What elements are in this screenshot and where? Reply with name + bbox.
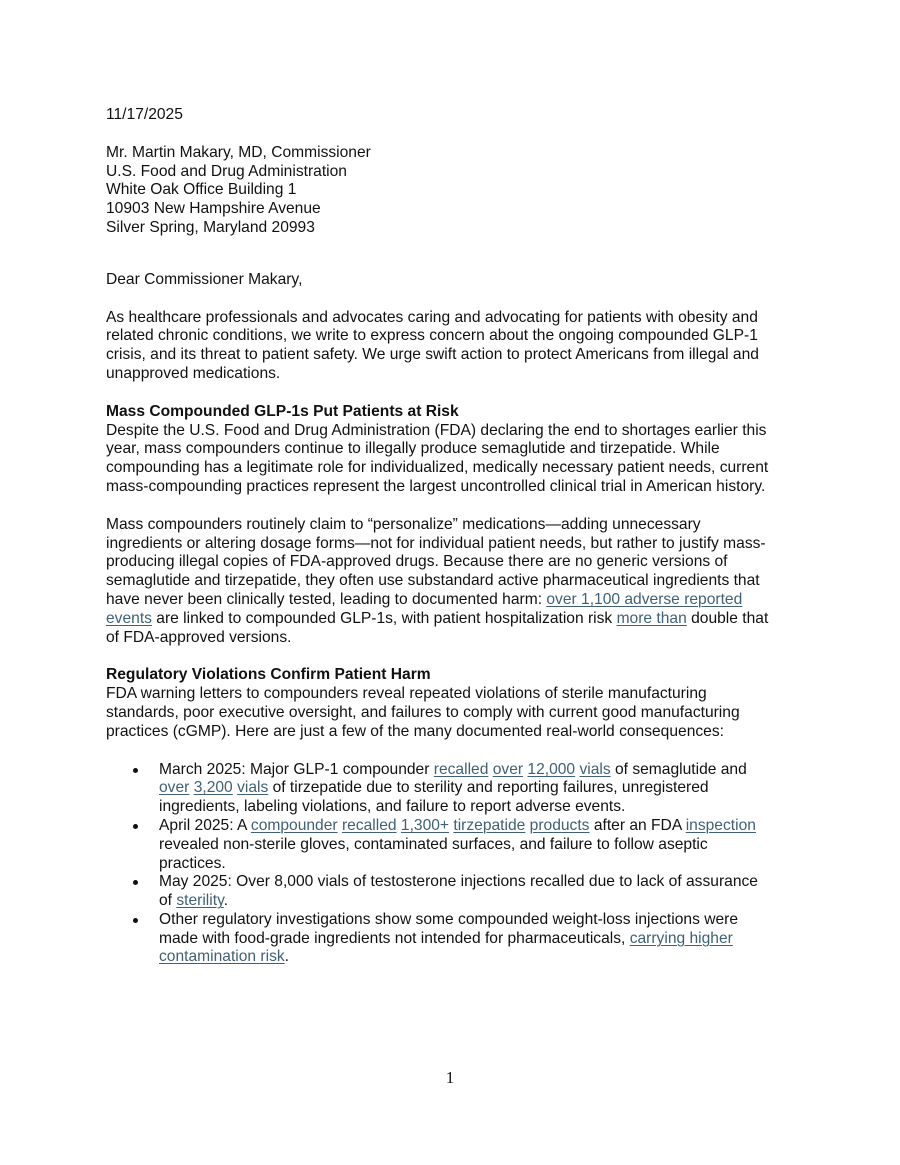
section1-paragraph2: Mass compounders routinely claim to “personalize” medications—adding unnecessary ingredients or altering dosage forms—not for individual patient needs, but rather to justify mass- producing illegal copies of FDA-approved drugs. Because there are no generic versions of semaglutide and tirzepatide, they often use substandard active pharmaceutical ingredients that have never been clinically tested, leading to documented harm: over 1,100 adverse reported events are linked to compounded GLP-1s, with patient hospitalization risk more than double that of FDA-approved versions. [106,515,769,646]
violations-list [106,761,806,968]
recalled-link-2[interactable]: recalled [341,816,397,834]
recipient-street: 10903 New Hampshire Avenue [106,200,321,218]
over-link[interactable]: over [492,760,524,778]
intro-paragraph: As healthcare professionals and advocates caring and advocating for patients with obesity and related chronic conditions, we write to express concern about the ongoing compounded GLP-1 crisis, and its threat to patient safety. We urge swift action to protect Americans from illegal and unapproved medications. [106,308,759,382]
list-item: Other regulatory investigations show some compounded weight-loss injections were made with food-grade ingredients not intended for pharmaceuticals, carrying higher contamination risk. [106,911,806,967]
bullet-icon [133,880,138,885]
contamination-risk-link-cont[interactable]: contamination risk [159,948,285,966]
over-link-2[interactable]: over [159,779,190,797]
contamination-risk-link[interactable]: carrying higher [629,929,733,947]
compounder-link[interactable]: compounder [250,816,338,834]
adverse-events-link-cont[interactable]: events [106,609,152,627]
section2-paragraph: FDA warning letters to compounders reveal repeated violations of sterile manufacturing standards, poor executive oversight, and failures to comply with current good manufacturing practices (cGMP). Here are just a few of the many documented real-world consequences: [106,685,740,740]
products-link[interactable]: products [529,816,590,834]
bullet-icon [133,824,138,829]
hospitalization-risk-link[interactable]: more than [616,609,687,627]
vials-link-2[interactable]: vials [237,779,269,797]
bullet-icon [133,768,138,773]
list-item: March 2025: Major GLP-1 compounder recalled over 12,000 vials of semaglutide and over 3,200 vials of tirzepatide due to sterility and reporting failures, unregistered ingredients, labeling violations, and failure to report adverse events. [106,761,806,817]
count-1300-link[interactable]: 1,300+ [400,816,450,834]
letter-body [106,106,806,967]
recipient-city: Silver Spring, Maryland 20993 [106,218,315,236]
list-item: April 2025: A compounder recalled 1,300+ tirzepatide products after an FDA inspection revealed non-sterile gloves, contaminated surfaces, and failure to follow aseptic practices. [106,817,806,873]
recipient-name: Mr. Martin Makary, MD, Commissioner [106,143,371,161]
page-number: 1 [445,1068,455,1087]
vials-link[interactable]: vials [579,760,611,778]
sterility-link[interactable]: sterility [176,892,224,910]
count-12000-link[interactable]: 12,000 [527,760,576,778]
inspection-link[interactable]: inspection [685,816,756,834]
salutation: Dear Commissioner Makary, [106,270,303,288]
section1-paragraph1: Despite the U.S. Food and Drug Administration (FDA) declaring the end to shortages earlier this year, mass compounders continue to illegally produce semaglutide and tirzepatide. While compounding has a legitimate role for individualized, medically necessary patient needs, current mass-compounding practices represent the largest uncontrolled clinical trial in American history. [106,421,769,495]
recipient-address [106,144,806,238]
recipient-building: White Oak Office Building 1 [106,181,297,199]
count-3200-link[interactable]: 3,200 [193,779,233,797]
list-item: May 2025: Over 8,000 vials of testosterone injections recalled due to lack of assurance of sterility. [106,873,806,911]
recalled-link[interactable]: recalled [433,760,489,778]
letter-date: 11/17/2025 [106,106,183,123]
section-heading-violations: Regulatory Violations Confirm Patient Harm [106,666,431,684]
bullet-icon [133,918,138,923]
recipient-agency: U.S. Food and Drug Administration [106,162,347,180]
tirzepatide-link[interactable]: tirzepatide [453,816,526,834]
section-heading-risk: Mass Compounded GLP-1s Put Patients at Risk [106,402,459,420]
adverse-events-link[interactable]: over 1,100 adverse reported [546,590,743,608]
